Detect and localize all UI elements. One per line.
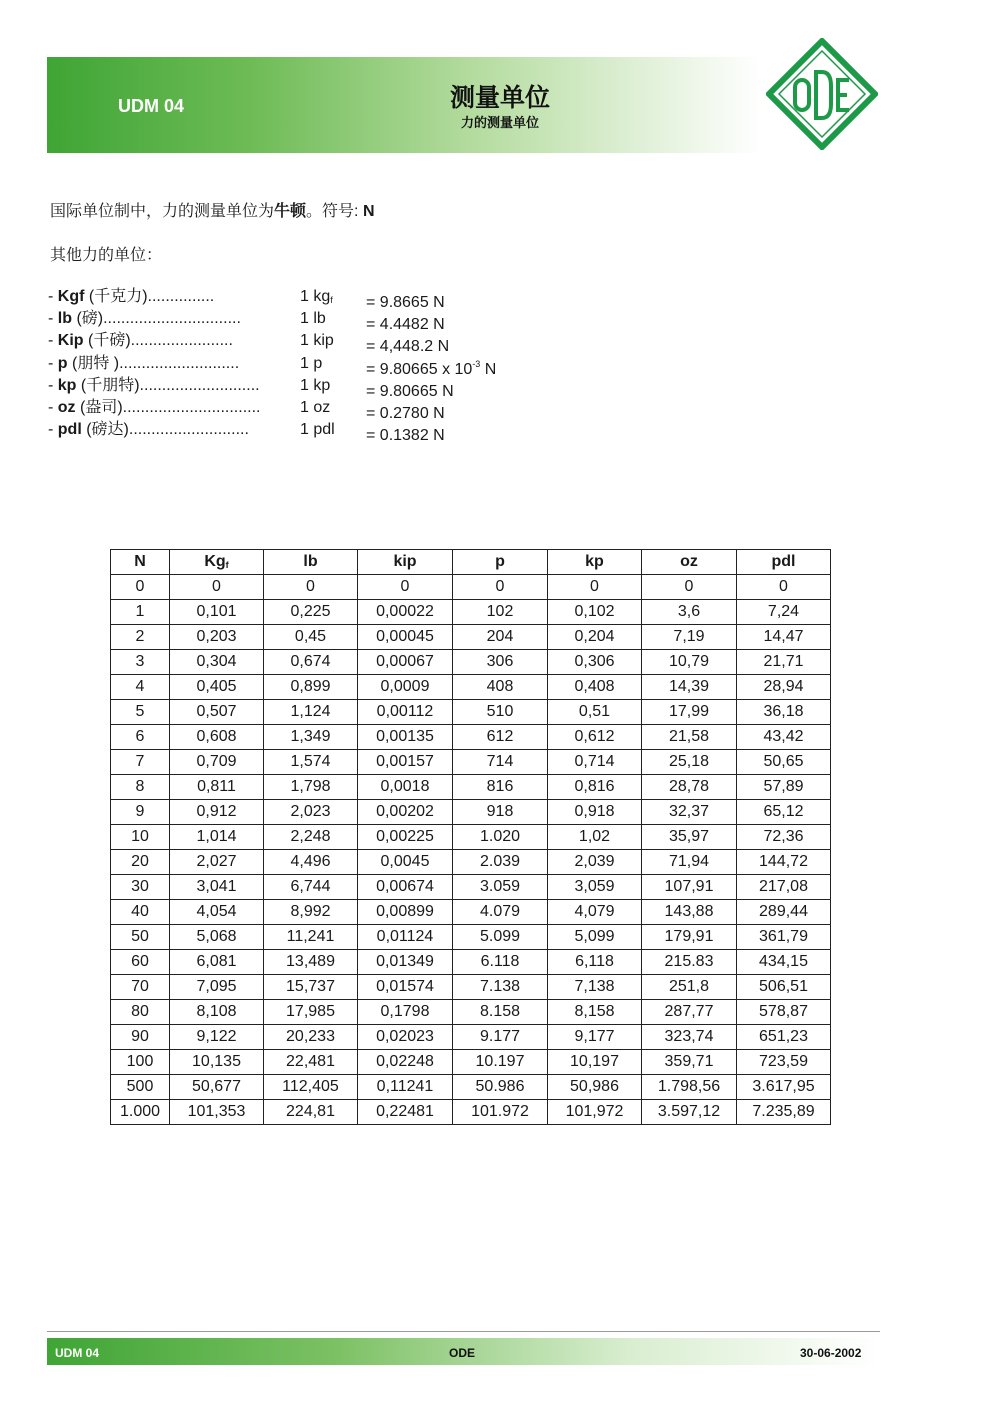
table-cell: 323,74 (642, 1025, 737, 1050)
table-cell: 0 (358, 575, 453, 600)
table-cell: 0,304 (170, 650, 264, 675)
table-cell: 0 (737, 575, 831, 600)
table-cell: 651,23 (737, 1025, 831, 1050)
table-cell: 102 (453, 600, 548, 625)
table-cell: 0,51 (548, 700, 642, 725)
table-cell: 4.079 (453, 900, 548, 925)
table-cell: 50 (111, 925, 170, 950)
column-header-text: lb (303, 553, 318, 570)
table-row (111, 750, 831, 775)
column-header (264, 550, 358, 575)
table-cell: 0 (111, 575, 170, 600)
table-cell: 5 (111, 700, 170, 725)
table-cell: 0 (548, 575, 642, 600)
column-header-text: N (134, 553, 146, 570)
table-cell: 13,489 (264, 950, 358, 975)
table-row (111, 825, 831, 850)
table-cell: 918 (453, 800, 548, 825)
table-cell: 0,01349 (358, 950, 453, 975)
footer-document-code: UDM 04 (55, 1346, 100, 1360)
table-cell: 20 (111, 850, 170, 875)
unit-eq-tail: N (480, 360, 497, 378)
table-row (111, 975, 831, 1000)
table-cell: 90 (111, 1025, 170, 1050)
unit-abbr: Kip (57, 332, 84, 350)
table-cell: 50,986 (548, 1075, 642, 1100)
table-cell: 2.039 (453, 850, 548, 875)
table-cell: 0,811 (170, 775, 264, 800)
table-cell: 723,59 (737, 1050, 831, 1075)
table-cell: 2,248 (264, 825, 358, 850)
table-cell: 0 (642, 575, 737, 600)
unit-abbr: p (57, 354, 68, 372)
table-cell: 7.235,89 (737, 1100, 831, 1125)
table-cell: 4 (111, 675, 170, 700)
unit-abbr: kp (57, 376, 77, 394)
unit-label (48, 419, 249, 441)
table-cell: 179,91 (642, 925, 737, 950)
unit-label (48, 286, 214, 308)
column-header-text: kp (585, 553, 604, 570)
table-cell: 3,059 (548, 875, 642, 900)
table-cell: 3.597,12 (642, 1100, 737, 1125)
table-cell: 5,099 (548, 925, 642, 950)
table-cell: 6 (111, 725, 170, 750)
table-cell: 0,00022 (358, 600, 453, 625)
table-cell: 506,51 (737, 975, 831, 1000)
table-cell: 2 (111, 625, 170, 650)
unit-name: (千克力)............... (84, 288, 215, 305)
unit-abbr: lb (57, 310, 72, 328)
table-cell: 0,816 (548, 775, 642, 800)
table-cell: 10 (111, 825, 170, 850)
table-cell: 71,94 (642, 850, 737, 875)
table-cell: 101,972 (548, 1100, 642, 1125)
table-row (111, 850, 831, 875)
table-row (111, 1100, 831, 1125)
table-cell: 0,203 (170, 625, 264, 650)
table-cell: 510 (453, 700, 548, 725)
table-cell: 36,18 (737, 700, 831, 725)
table-cell: 0,101 (170, 600, 264, 625)
table-cell: 1,574 (264, 750, 358, 775)
table-cell: 0,102 (548, 600, 642, 625)
table-cell: 0,899 (264, 675, 358, 700)
table-cell: 0,01574 (358, 975, 453, 1000)
table-cell: 20,233 (264, 1025, 358, 1050)
column-header-text: p (495, 553, 505, 570)
unit-label (48, 308, 241, 330)
table-cell: 434,15 (737, 950, 831, 975)
table-cell: 60 (111, 950, 170, 975)
table-cell: 7,138 (548, 975, 642, 1000)
table-cell: 0,02248 (358, 1050, 453, 1075)
column-header-text: kip (393, 553, 417, 570)
column-header (170, 550, 264, 575)
column-header-subscript: f (225, 560, 229, 570)
table-cell: 0,612 (548, 725, 642, 750)
unit-name: (磅达)........................... (81, 421, 249, 439)
table-cell: 101,353 (170, 1100, 264, 1125)
table-cell: 35,97 (642, 825, 737, 850)
table-cell: 107,91 (642, 875, 737, 900)
table-cell: 0 (264, 575, 358, 600)
table-cell: 10.197 (453, 1050, 548, 1075)
unit-qty-subscript: f (330, 295, 333, 305)
table-cell: 6,081 (170, 950, 264, 975)
table-row (111, 600, 831, 625)
table-cell: 0,714 (548, 750, 642, 775)
table-cell: 25,18 (642, 750, 737, 775)
table-row (111, 1050, 831, 1075)
table-cell: 0 (170, 575, 264, 600)
table-row (111, 675, 831, 700)
table-cell: 217,08 (737, 875, 831, 900)
unit-dash: - (48, 310, 58, 328)
intro-paragraph (50, 198, 375, 221)
column-header-text: Kg (204, 553, 226, 570)
unit-qty-text: 1 p (300, 354, 323, 372)
table-cell: 9,177 (548, 1025, 642, 1050)
table-row (111, 875, 831, 900)
table-row (111, 800, 831, 825)
table-cell: 30 (111, 875, 170, 900)
table-cell: 0,608 (170, 725, 264, 750)
table-cell: 9 (111, 800, 170, 825)
unit-eq-text: = 9.80665 x 10 (366, 360, 473, 378)
table-cell: 0,0009 (358, 675, 453, 700)
table-row (111, 950, 831, 975)
footer-divider (47, 1331, 880, 1332)
table-cell: 0,306 (548, 650, 642, 675)
unit-abbr: Kgf (57, 288, 85, 305)
table-cell: 17,99 (642, 700, 737, 725)
unit-name: (千朋特)........................... (76, 376, 260, 394)
table-cell: 408 (453, 675, 548, 700)
unit-name: (盎司)............................... (75, 398, 261, 416)
table-cell: 14,39 (642, 675, 737, 700)
table-cell: 4,496 (264, 850, 358, 875)
unit-qty-text: 1 kp (300, 376, 331, 394)
table-cell: 3.059 (453, 875, 548, 900)
table-cell: 0,912 (170, 800, 264, 825)
table-cell: 72,36 (737, 825, 831, 850)
table-cell: 3,041 (170, 875, 264, 900)
table-cell: 11,241 (264, 925, 358, 950)
table-cell: 7,19 (642, 625, 737, 650)
unit-label (48, 330, 233, 352)
unit-eq-text: = 9.80665 N (366, 382, 454, 400)
table-cell: 1,02 (548, 825, 642, 850)
unit-qty-text: 1 kip (300, 332, 334, 350)
table-cell: 306 (453, 650, 548, 675)
table-cell: 215.83 (642, 950, 737, 975)
table-cell: 32,37 (642, 800, 737, 825)
unit-dash: - (48, 288, 58, 305)
table-cell: 0,00899 (358, 900, 453, 925)
table-cell: 224,81 (264, 1100, 358, 1125)
table-cell: 3,6 (642, 600, 737, 625)
table-cell: 0,00112 (358, 700, 453, 725)
table-cell: 100 (111, 1050, 170, 1075)
table-cell: 361,79 (737, 925, 831, 950)
table-cell: 289,44 (737, 900, 831, 925)
table-cell: 8,108 (170, 1000, 264, 1025)
table-row (111, 625, 831, 650)
table-cell: 0,408 (548, 675, 642, 700)
table-cell: 714 (453, 750, 548, 775)
table-cell: 7,24 (737, 600, 831, 625)
table-cell: 70 (111, 975, 170, 1000)
table-cell: 816 (453, 775, 548, 800)
table-cell: 0,00674 (358, 875, 453, 900)
table-cell: 22,481 (264, 1050, 358, 1075)
table-cell: 8.158 (453, 1000, 548, 1025)
table-cell: 0,00067 (358, 650, 453, 675)
unit-equivalence (366, 419, 445, 447)
table-cell: 17,985 (264, 1000, 358, 1025)
table-cell: 0,45 (264, 625, 358, 650)
ode-logo (766, 38, 878, 150)
table-cell: 4,079 (548, 900, 642, 925)
table-cell: 2,039 (548, 850, 642, 875)
table-cell: 8,158 (548, 1000, 642, 1025)
table-cell: 50,65 (737, 750, 831, 775)
table-cell: 0,204 (548, 625, 642, 650)
table-cell: 287,77 (642, 1000, 737, 1025)
table-row (111, 900, 831, 925)
table-cell: 0,0018 (358, 775, 453, 800)
table-cell: 1.798,56 (642, 1075, 737, 1100)
table-cell: 204 (453, 625, 548, 650)
unit-eq-text: = 0.2780 N (366, 404, 445, 422)
table-row (111, 775, 831, 800)
table-cell: 1,349 (264, 725, 358, 750)
table-cell: 1.000 (111, 1100, 170, 1125)
table-row (111, 725, 831, 750)
table-cell: 3 (111, 650, 170, 675)
table-cell: 0,11241 (358, 1075, 453, 1100)
unit-name: (磅)............................... (72, 310, 241, 328)
table-row (111, 1000, 831, 1025)
table-cell: 50.986 (453, 1075, 548, 1100)
table-cell: 10,197 (548, 1050, 642, 1075)
unit-eq-exponent: -3 (472, 358, 481, 369)
footer-company: ODE (449, 1346, 476, 1360)
column-header (111, 550, 170, 575)
table-cell: 7,095 (170, 975, 264, 1000)
si-unit-name: 牛顿 (274, 203, 307, 220)
column-header (548, 550, 642, 575)
document-code: UDM 04 (118, 96, 185, 116)
table-row (111, 650, 831, 675)
table-cell: 0,00225 (358, 825, 453, 850)
table-cell: 0,1798 (358, 1000, 453, 1025)
other-units-heading: 其他力的单位： (50, 247, 163, 264)
unit-eq-text: = 4,448.2 N (366, 338, 450, 356)
table-cell: 612 (453, 725, 548, 750)
table-cell: 0,00157 (358, 750, 453, 775)
unit-dash: - (48, 354, 58, 372)
table-cell: 8 (111, 775, 170, 800)
unit-dash: - (48, 421, 58, 439)
table-cell: 6.118 (453, 950, 548, 975)
table-cell: 144,72 (737, 850, 831, 875)
column-header (453, 550, 548, 575)
table-cell: 28,94 (737, 675, 831, 700)
table-cell: 10,79 (642, 650, 737, 675)
unit-abbr: pdl (57, 421, 82, 439)
table-cell: 101.972 (453, 1100, 548, 1125)
unit-abbr: oz (57, 398, 76, 416)
unit-name: (朋特 )........................... (67, 354, 240, 372)
unit-label (48, 353, 239, 375)
intro-text: 国际单位制中，力的测量单位为 (50, 203, 275, 220)
unit-quantity (300, 419, 335, 444)
unit-qty-text: 1 pdl (300, 421, 335, 439)
table-cell: 6,744 (264, 875, 358, 900)
unit-eq-text: = 9.8665 N (366, 294, 445, 311)
unit-dash: - (48, 398, 58, 416)
table-cell: 578,87 (737, 1000, 831, 1025)
unit-dash: - (48, 376, 58, 394)
table-cell: 0,22481 (358, 1100, 453, 1125)
table-cell: 143,88 (642, 900, 737, 925)
table-cell: 112,405 (264, 1075, 358, 1100)
table-cell: 2,023 (264, 800, 358, 825)
unit-eq-text: = 4.4482 N (366, 316, 445, 334)
table-cell: 1.020 (453, 825, 548, 850)
table-cell: 50,677 (170, 1075, 264, 1100)
table-cell: 0,225 (264, 600, 358, 625)
table-cell: 21,71 (737, 650, 831, 675)
table-cell: 15,737 (264, 975, 358, 1000)
table-header-row (111, 550, 831, 575)
table-cell: 0,00202 (358, 800, 453, 825)
table-row (111, 1025, 831, 1050)
table-cell: 5,068 (170, 925, 264, 950)
column-header-text: pdl (771, 553, 796, 570)
unit-qty-text: 1 lb (300, 310, 326, 328)
table-cell: 3.617,95 (737, 1075, 831, 1100)
table-cell: 21,58 (642, 725, 737, 750)
table-cell: 0,918 (548, 800, 642, 825)
unit-qty-text: 1 kg (300, 288, 331, 305)
table-cell: 7.138 (453, 975, 548, 1000)
table-cell: 1,798 (264, 775, 358, 800)
table-cell: 0,674 (264, 650, 358, 675)
column-header (642, 550, 737, 575)
unit-qty-text: 1 oz (300, 398, 331, 416)
table-cell: 43,42 (737, 725, 831, 750)
column-header (737, 550, 831, 575)
table-cell: 0,507 (170, 700, 264, 725)
table-cell: 57,89 (737, 775, 831, 800)
table-cell: 1,014 (170, 825, 264, 850)
table-cell: 6,118 (548, 950, 642, 975)
intro-text-mid: 。符号: (306, 203, 363, 220)
unit-label (48, 375, 260, 397)
table-cell: 10,135 (170, 1050, 264, 1075)
table-cell: 5.099 (453, 925, 548, 950)
page-subtitle: 力的测量单位 (460, 115, 539, 130)
table-cell: 28,78 (642, 775, 737, 800)
table-cell: 4,054 (170, 900, 264, 925)
table-cell: 9.177 (453, 1025, 548, 1050)
table-cell: 359,71 (642, 1050, 737, 1075)
table-cell: 1 (111, 600, 170, 625)
table-row (111, 925, 831, 950)
table-cell: 0,405 (170, 675, 264, 700)
table-cell: 7 (111, 750, 170, 775)
table-cell: 2,027 (170, 850, 264, 875)
table-cell: 0 (453, 575, 548, 600)
table-cell: 0,01124 (358, 925, 453, 950)
table-cell: 0,00135 (358, 725, 453, 750)
unit-name: (千磅)....................... (83, 332, 233, 350)
table-cell: 8,992 (264, 900, 358, 925)
conversion-table (110, 549, 831, 1125)
table-cell: 14,47 (737, 625, 831, 650)
footer-date: 30-06-2002 (800, 1346, 862, 1360)
table-row (111, 575, 831, 600)
table-cell: 80 (111, 1000, 170, 1025)
table-cell: 0,02023 (358, 1025, 453, 1050)
column-header-text: oz (680, 553, 698, 570)
column-header (358, 550, 453, 575)
table-cell: 251,8 (642, 975, 737, 1000)
table-cell: 500 (111, 1075, 170, 1100)
unit-label (48, 397, 260, 419)
table-row (111, 1075, 831, 1100)
unit-eq-text: = 0.1382 N (366, 427, 445, 445)
table-cell: 0,00045 (358, 625, 453, 650)
si-unit-symbol: N (362, 203, 375, 220)
table-cell: 65,12 (737, 800, 831, 825)
table-cell: 40 (111, 900, 170, 925)
page-title: 测量单位 (449, 84, 550, 112)
table-cell: 1,124 (264, 700, 358, 725)
table-cell: 9,122 (170, 1025, 264, 1050)
table-row (111, 700, 831, 725)
table-cell: 0,709 (170, 750, 264, 775)
unit-dash: - (48, 332, 58, 350)
table-cell: 0,0045 (358, 850, 453, 875)
